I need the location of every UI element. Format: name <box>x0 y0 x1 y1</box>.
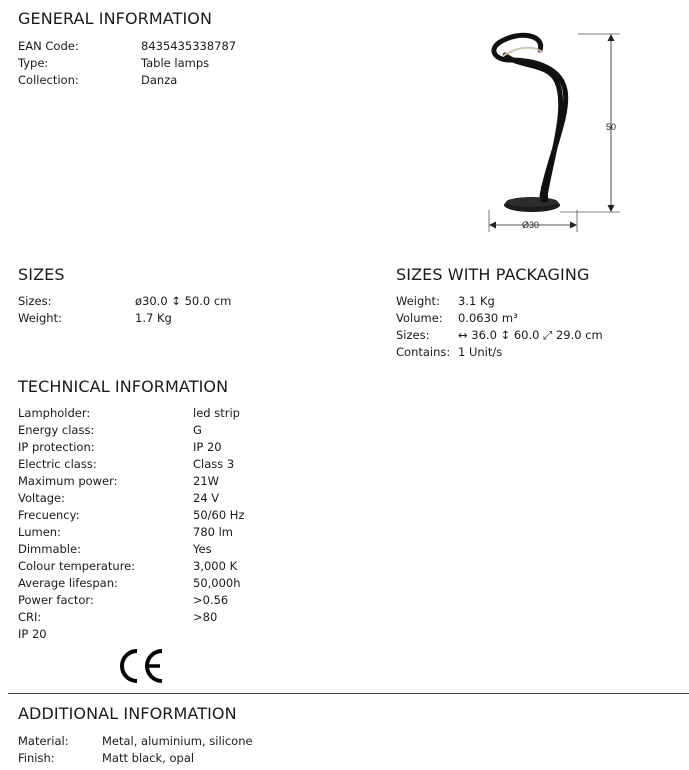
power-factor-value: >0.56 <box>193 593 229 607</box>
lumen-value: 780 lm <box>193 525 234 539</box>
packaging-contains-label: Contains: <box>396 345 451 359</box>
material-label: Material: <box>18 734 69 748</box>
frequency-label: Frecuency: <box>18 508 80 522</box>
additional-information-heading: ADDITIONAL INFORMATION <box>18 704 237 723</box>
technical-information-heading: TECHNICAL INFORMATION <box>18 377 229 396</box>
ip-rating-text: IP 20 <box>18 627 47 641</box>
finish-value: Matt black, opal <box>102 751 195 765</box>
average-lifespan-label: Average lifespan: <box>18 576 118 590</box>
voltage-value: 24 V <box>193 491 220 505</box>
electric-class-value: Class 3 <box>193 457 235 471</box>
energy-class-label: Energy class: <box>18 423 95 437</box>
ean-code-label: EAN Code: <box>18 39 79 53</box>
weight-label: Weight: <box>18 311 62 325</box>
packaging-sizes-label: Sizes: <box>396 328 430 342</box>
material-value: Metal, aluminium, silicone <box>102 734 253 748</box>
lumen-label: Lumen: <box>18 525 61 539</box>
power-factor-label: Power factor: <box>18 593 94 607</box>
sizes-value: ø30.0 ↕ 50.0 cm <box>135 294 232 308</box>
packaging-heading: SIZES WITH PACKAGING <box>396 265 590 284</box>
sizes-label: Sizes: <box>18 294 52 308</box>
type-value: Table lamps <box>141 56 210 70</box>
lamp-icon <box>494 35 566 212</box>
cri-value: >80 <box>193 610 218 624</box>
collection-value: Danza <box>141 73 178 87</box>
sizes-heading: SIZES <box>18 265 65 284</box>
diameter-dimension-label: Ø30 <box>522 220 540 230</box>
packaging-volume-value: 0.0630 m³ <box>458 311 518 325</box>
type-label: Type: <box>18 56 49 70</box>
electric-class-label: Electric class: <box>18 457 97 471</box>
packaging-weight-value: 3.1 Kg <box>458 294 495 308</box>
weight-value: 1.7 Kg <box>135 311 172 325</box>
cri-label: CRI: <box>18 610 42 624</box>
ip-protection-label: IP protection: <box>18 440 95 454</box>
ce-mark-icon <box>118 646 166 686</box>
colour-temperature-value: 3,000 K <box>193 559 238 573</box>
colour-temperature-label: Colour temperature: <box>18 559 136 573</box>
lampholder-label: Lampholder: <box>18 406 91 420</box>
lampholder-value: led strip <box>193 406 240 420</box>
ip-protection-value: IP 20 <box>193 440 222 454</box>
frequency-value: 50/60 Hz <box>193 508 245 522</box>
dimmable-value: Yes <box>193 542 212 556</box>
collection-label: Collection: <box>18 73 79 87</box>
dimmable-label: Dimmable: <box>18 542 81 556</box>
ean-code-value: 8435435338787 <box>141 39 237 53</box>
voltage-label: Voltage: <box>18 491 66 505</box>
maximum-power-value: 21W <box>193 474 220 488</box>
packaging-volume-label: Volume: <box>396 311 443 325</box>
general-information-heading: GENERAL INFORMATION <box>18 9 213 28</box>
maximum-power-label: Maximum power: <box>18 474 118 488</box>
packaging-sizes-value: ↔ 36.0 ↕ 60.0 ⤢ 29.0 cm <box>458 328 603 342</box>
packaging-contains-value: 1 Unit/s <box>458 345 503 359</box>
finish-label: Finish: <box>18 751 55 765</box>
packaging-weight-label: Weight: <box>396 294 440 308</box>
height-dimension-label: 50 <box>606 122 617 132</box>
lamp-dimension-drawing <box>470 20 620 240</box>
section-divider <box>8 693 689 694</box>
average-lifespan-value: 50,000h <box>193 576 241 590</box>
energy-class-value: G <box>193 423 202 437</box>
